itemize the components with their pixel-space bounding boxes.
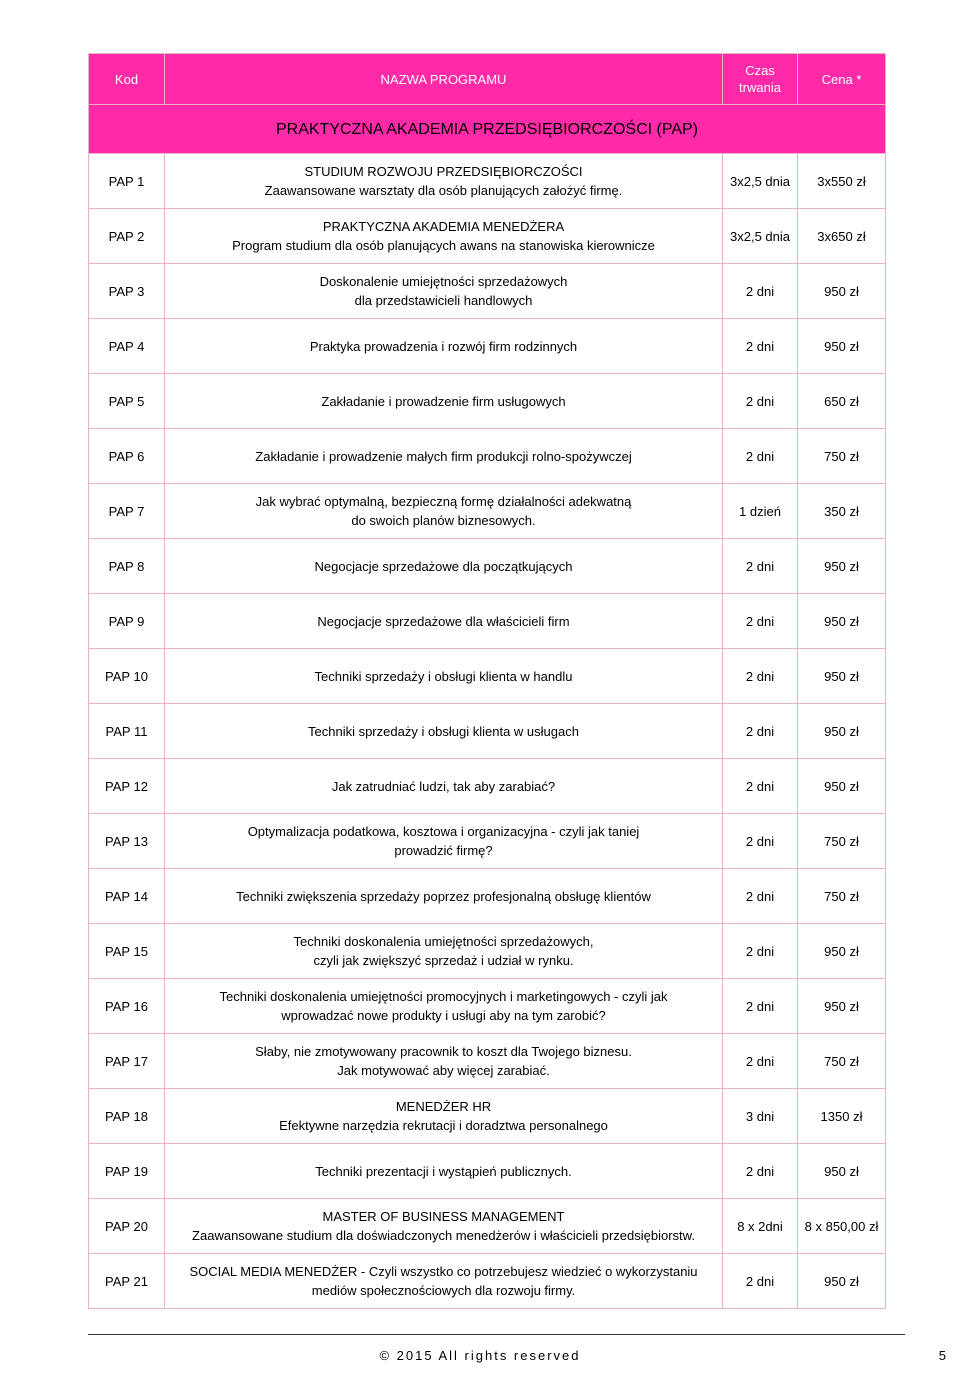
row-name (165, 649, 723, 704)
row-name (165, 979, 723, 1034)
header-name: NAZWA PROGRAMU (165, 54, 723, 105)
row-name-line: Program studium dla osób planujących awans na stanowiska kierownicze (232, 238, 655, 253)
row-name (165, 374, 723, 429)
header-code: Kod (89, 54, 165, 105)
row-duration: 2 dni (723, 1034, 798, 1089)
row-price: 950 zł (798, 979, 886, 1034)
row-name (165, 1199, 723, 1254)
footer-copyright: © 2015 All rights reserved (379, 1348, 581, 1363)
row-price: 950 zł (798, 704, 886, 759)
row-name-line: SOCIAL MEDIA MENEDŻER - Czyli wszystko co potrzebujesz wiedzieć o wykorzystaniu (189, 1264, 698, 1279)
row-name-line: Efektywne narzędzia rekrutacji i doradztwa personalnego (279, 1118, 608, 1133)
row-name-line: Negocjacje sprzedażowe dla właścicieli firm (317, 613, 570, 629)
row-price: 650 zł (798, 374, 886, 429)
row-name (165, 209, 723, 264)
row-code: PAP 12 (89, 759, 165, 814)
row-duration: 2 dni (723, 1254, 798, 1309)
table-row (89, 649, 886, 704)
row-duration: 2 dni (723, 1144, 798, 1199)
row-name (165, 1089, 723, 1144)
header-duration (723, 54, 798, 105)
table-row (89, 924, 886, 979)
row-name-line: Techniki sprzedaży i obsługi klienta w usługach (308, 723, 579, 739)
row-price: 750 zł (798, 814, 886, 869)
row-name-line: czyli jak zwiększyć sprzedaż i udział w rynku. (313, 953, 574, 968)
row-code: PAP 6 (89, 429, 165, 484)
footer-divider (88, 1334, 905, 1335)
row-name-line: PRAKTYCZNA AKADEMIA MENEDŻERA (322, 219, 565, 234)
table-row (89, 319, 886, 374)
row-name (165, 429, 723, 484)
row-duration: 2 dni (723, 924, 798, 979)
row-code: PAP 1 (89, 154, 165, 209)
row-name-line: Jak wybrać optymalną, bezpieczną formę działalności adekwatną (255, 494, 632, 509)
row-price: 3x650 zł (798, 209, 886, 264)
row-code: PAP 5 (89, 374, 165, 429)
table-row (89, 539, 886, 594)
row-duration: 1 dzień (723, 484, 798, 539)
row-name-line: wprowadzać nowe produkty i usługi aby na tym zarobić? (281, 1008, 606, 1023)
row-duration: 8 x 2dni (723, 1199, 798, 1254)
row-name-line: STUDIUM ROZWOJU PRZEDSIĘBIORCZOŚCI (304, 164, 583, 179)
row-name-line: Słaby, nie zmotywowany pracownik to koszt dla Twojego biznesu. (255, 1044, 632, 1059)
row-name-line: Techniki doskonalenia umiejętności promocyjnych i marketingowych - czyli jak (219, 989, 668, 1004)
row-name (165, 594, 723, 649)
table-row (89, 869, 886, 924)
row-price: 350 zł (798, 484, 886, 539)
row-name-line: Techniki prezentacji i wystąpień publicznych. (315, 1163, 572, 1179)
table-row (89, 759, 886, 814)
row-code: PAP 16 (89, 979, 165, 1034)
row-duration: 2 dni (723, 979, 798, 1034)
row-name (165, 1144, 723, 1199)
row-name (165, 1034, 723, 1089)
table-row (89, 154, 886, 209)
row-duration: 2 dni (723, 649, 798, 704)
row-name-line: Techniki doskonalenia umiejętności sprzedażowych, (293, 934, 594, 949)
row-price: 8 x 850,00 zł (798, 1199, 886, 1254)
row-name (165, 759, 723, 814)
row-code: PAP 7 (89, 484, 165, 539)
row-duration: 2 dni (723, 539, 798, 594)
row-name-line: Techniki zwiększenia sprzedaży poprzez profesjonalną obsługę klientów (236, 888, 651, 904)
row-name-line: Praktyka prowadzenia i rozwój firm rodzinnych (309, 338, 578, 354)
row-code: PAP 9 (89, 594, 165, 649)
table-row (89, 1199, 886, 1254)
row-code: PAP 8 (89, 539, 165, 594)
row-price: 1350 zł (798, 1089, 886, 1144)
row-name-line: Techniki sprzedaży i obsługi klienta w handlu (314, 668, 573, 684)
row-price: 750 zł (798, 429, 886, 484)
table-row (89, 704, 886, 759)
row-price: 950 zł (798, 1144, 886, 1199)
row-name-line: prowadzić firmę? (394, 843, 493, 858)
row-name-line: MASTER OF BUSINESS MANAGEMENT (322, 1209, 565, 1224)
table-row (89, 264, 886, 319)
row-price: 750 zł (798, 1034, 886, 1089)
row-name (165, 869, 723, 924)
row-name-line: Zakładanie i prowadzenie firm usługowych (321, 393, 566, 409)
row-name (165, 814, 723, 869)
row-duration: 2 dni (723, 704, 798, 759)
table-row (89, 1089, 886, 1144)
row-duration: 3x2,5 dnia (723, 209, 798, 264)
row-code: PAP 13 (89, 814, 165, 869)
row-name-line: Zakładanie i prowadzenie małych firm produkcji rolno-spożywczej (255, 448, 632, 464)
row-code: PAP 2 (89, 209, 165, 264)
header-price: Cena * (798, 54, 886, 105)
row-name-line: dla przedstawicieli handlowych (354, 293, 533, 308)
header-duration-line2: trwania (739, 80, 781, 95)
row-price: 950 zł (798, 539, 886, 594)
row-code: PAP 14 (89, 869, 165, 924)
row-name-line: Optymalizacja podatkowa, kosztowa i organizacyjna - czyli jak taniej (247, 824, 640, 839)
row-duration: 3 dni (723, 1089, 798, 1144)
row-code: PAP 15 (89, 924, 165, 979)
row-duration: 2 dni (723, 374, 798, 429)
table-row (89, 594, 886, 649)
row-code: PAP 10 (89, 649, 165, 704)
row-code: PAP 20 (89, 1199, 165, 1254)
row-code: PAP 17 (89, 1034, 165, 1089)
row-price: 950 zł (798, 264, 886, 319)
section-row (89, 105, 886, 154)
row-duration: 2 dni (723, 319, 798, 374)
row-duration: 2 dni (723, 869, 798, 924)
row-code: PAP 4 (89, 319, 165, 374)
row-code: PAP 18 (89, 1089, 165, 1144)
row-name (165, 1254, 723, 1309)
row-name (165, 264, 723, 319)
row-name (165, 484, 723, 539)
row-duration: 2 dni (723, 759, 798, 814)
row-name-line: Jak zatrudniać ludzi, tak aby zarabiać? (331, 778, 556, 794)
row-duration: 2 dni (723, 264, 798, 319)
row-price: 950 zł (798, 594, 886, 649)
row-name (165, 154, 723, 209)
table-row (89, 814, 886, 869)
row-code: PAP 21 (89, 1254, 165, 1309)
row-duration: 2 dni (723, 814, 798, 869)
row-price: 950 zł (798, 759, 886, 814)
table-row (89, 1254, 886, 1309)
header-duration-line1: Czas (745, 63, 775, 78)
row-name-line: do swoich planów biznesowych. (351, 513, 536, 528)
row-name (165, 704, 723, 759)
table-row (89, 484, 886, 539)
row-price: 3x550 zł (798, 154, 886, 209)
row-name-line: Zaawansowane studium dla doświadczonych menedżerów i właścicieli przedsiębiorstw. (192, 1228, 695, 1243)
row-name-line: Zaawansowane warsztaty dla osób planujących założyć firmę. (264, 183, 623, 198)
program-table (88, 53, 886, 1309)
table-header-row (89, 54, 886, 105)
row-name (165, 924, 723, 979)
row-duration: 2 dni (723, 594, 798, 649)
table-row (89, 429, 886, 484)
row-price: 950 zł (798, 319, 886, 374)
row-name-line: mediów społecznościowych dla rozwoju firmy. (311, 1283, 576, 1298)
row-price: 950 zł (798, 1254, 886, 1309)
row-name (165, 539, 723, 594)
table-row (89, 979, 886, 1034)
row-name (165, 319, 723, 374)
row-price: 950 zł (798, 924, 886, 979)
table-row (89, 209, 886, 264)
row-duration: 2 dni (723, 429, 798, 484)
row-name-line: MENEDŻER HR (395, 1099, 492, 1114)
page-number: 5 (938, 1348, 946, 1363)
table-row (89, 374, 886, 429)
row-price: 950 zł (798, 649, 886, 704)
section-title: PRAKTYCZNA AKADEMIA PRZEDSIĘBIORCZOŚCI (PAP) (89, 105, 886, 154)
row-name-line: Jak motywować aby więcej zarabiać. (337, 1063, 550, 1078)
row-code: PAP 11 (89, 704, 165, 759)
row-name-line: Negocjacje sprzedażowe dla początkujących (314, 558, 573, 574)
table-row (89, 1034, 886, 1089)
row-duration: 3x2,5 dnia (723, 154, 798, 209)
table-row (89, 1144, 886, 1199)
row-code: PAP 3 (89, 264, 165, 319)
row-price: 750 zł (798, 869, 886, 924)
row-code: PAP 19 (89, 1144, 165, 1199)
row-name-line: Doskonalenie umiejętności sprzedażowych (319, 274, 568, 289)
